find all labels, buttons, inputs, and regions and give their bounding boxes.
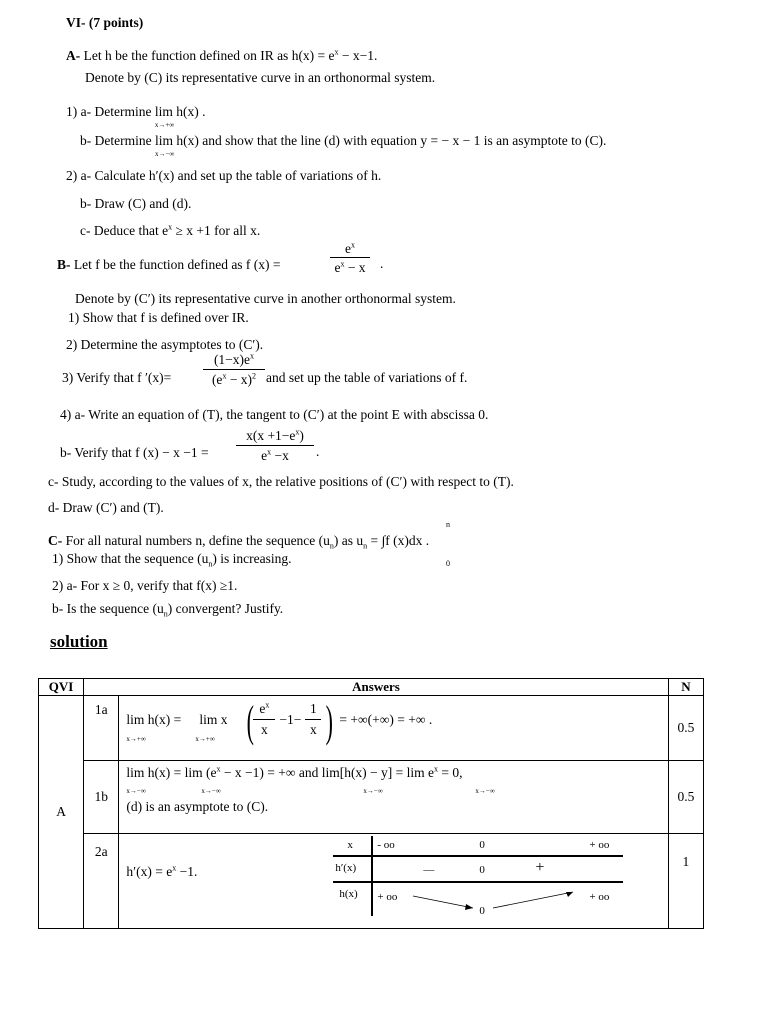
question-b-3-post: and set up the table of variations of f. [266,370,468,385]
part-b-intro: B- Let f be the function defined as f (x) = [57,257,281,272]
fraction-1-over-x: 1 x [305,701,321,740]
question-c-2a: 2) a- For x ≥ 0, verify that f(x) ≥1. [52,578,238,593]
part-c-intro: C- For all natural numbers n, define the sequence $(u_n)$ as $u_n = \int f$ (x)dx . [48,533,430,551]
table-row [39,761,704,834]
question-b-3: 3) Verify that f ′(x)= [62,370,172,385]
table-row [39,696,704,761]
question-b-1: 1) Show that f is defined over IR. [68,310,249,325]
solution-heading: solution [50,632,108,651]
limit-operator: lim x→−∞ [154,133,175,158]
question-b-4b: b- Verify that f (x) − x −1 = [60,445,209,460]
integral-lower-bound: 0 [446,559,450,568]
increasing-arrow [493,892,573,908]
column-header-n: N [668,679,703,696]
group-cell: A [39,696,84,929]
arrowhead [465,904,473,910]
question-b-4a: 4) a- Write an equation of (T), the tangent to (C′) at the point E with abscissa 0. [60,407,489,422]
question-a-2a: 2) a- Calculate h′(x) and set up the table of variations of h. [66,168,382,183]
limit-operator: lim x→+∞ [154,104,175,129]
f-definition-dot: . [380,256,384,271]
question-cell: 2a [84,834,119,929]
part-a-intro: A- Let h be the function defined on IR as $h(x) = e^x - x-1$. [66,47,378,63]
question-c-2b: b- Is the sequence $(u_n)$ convergent? Justify. [52,601,284,619]
answer-cell-1b: $\lim h(x) = \lim (e^x - x -1)$ = +∞ and $\lim[h(x) - y] = \lim e^x = 0$, x→−∞ x→−∞ x→−∞ x→−∞ (d) is an asymptote to (C). [119,761,668,834]
f-definition-fraction: $e^x$ $e^x - x$ [330,241,370,276]
question-a-1b: b- Determine lim x→−∞ h(x) and show that the line (d) with equation y = − x − 1 is an asymptote to (C). [80,133,607,158]
points-cell: 0.5 [668,761,703,834]
question-cell: 1b [84,761,119,834]
table-header-row [39,679,704,696]
points-cell: 1 [668,834,703,929]
tangent-diff-fraction: $x(x +1-e^x)$ $e^x -x$ [236,428,314,465]
answer-cell-1a: lim h(x) = x→+∞ lim x x→+∞ ( $e^x$ x −1− 1 x ) = +∞(+∞) = +∞ . [119,696,668,761]
left-paren: ( [247,697,255,746]
part-b-label: B- [57,257,71,272]
column-header-qvi: QVI [39,679,84,696]
question-b-4c: c- Study, according to the values of x, the relative positions of (C′) with respect to (T). [48,474,514,489]
part-c-label: C- [48,533,63,548]
question-a-1a: 1) a- Determine lim x→+∞ h(x) . [66,104,206,129]
question-b-4b-dot: . [316,444,320,459]
part-b-intro2: Denote by (C′) its representative curve in another orthonormal system. [75,291,456,306]
question-c-1: 1) Show that the sequence $(u_n)$ is increasing. [52,551,292,569]
fraction-ex-over-x: $e^x$ x [253,701,275,740]
exercise-title: VI- (7 points) [66,15,144,30]
column-header-answers: Answers [84,679,669,696]
part-a-intro2: Denote by (C) its representative curve in an orthonormal system. [85,70,436,85]
arrowhead [566,892,573,897]
points-cell: 0.5 [668,696,703,761]
variation-arrows [333,836,623,916]
question-a-2b: b- Draw (C) and (d). [80,196,192,211]
f-prime-fraction: $(1-x)e^x$ $(e^x - x)^2$ [203,352,265,389]
answer-cell-2a [119,834,668,929]
right-paren: ) [326,697,334,746]
table-row [39,834,704,929]
question-cell: 1a [84,696,119,761]
variation-table: x - oo 0 + oo h′(x) — 0 + h(x) + oo 0 + oo [333,836,623,916]
decreasing-arrow [413,896,473,908]
question-b-2: 2) Determine the asymptotes to (C′). [66,337,264,352]
question-a-2c: c- Deduce that $e^x \ge x +1$ for all x. [80,222,261,238]
integral-upper-bound: n [446,520,450,529]
question-b-4d: d- Draw (C′) and (T). [48,500,164,515]
derivative-expression: $h'(x) = e^x -1$. [126,863,198,879]
part-a-label: A- [66,48,81,63]
solution-table [38,678,704,929]
